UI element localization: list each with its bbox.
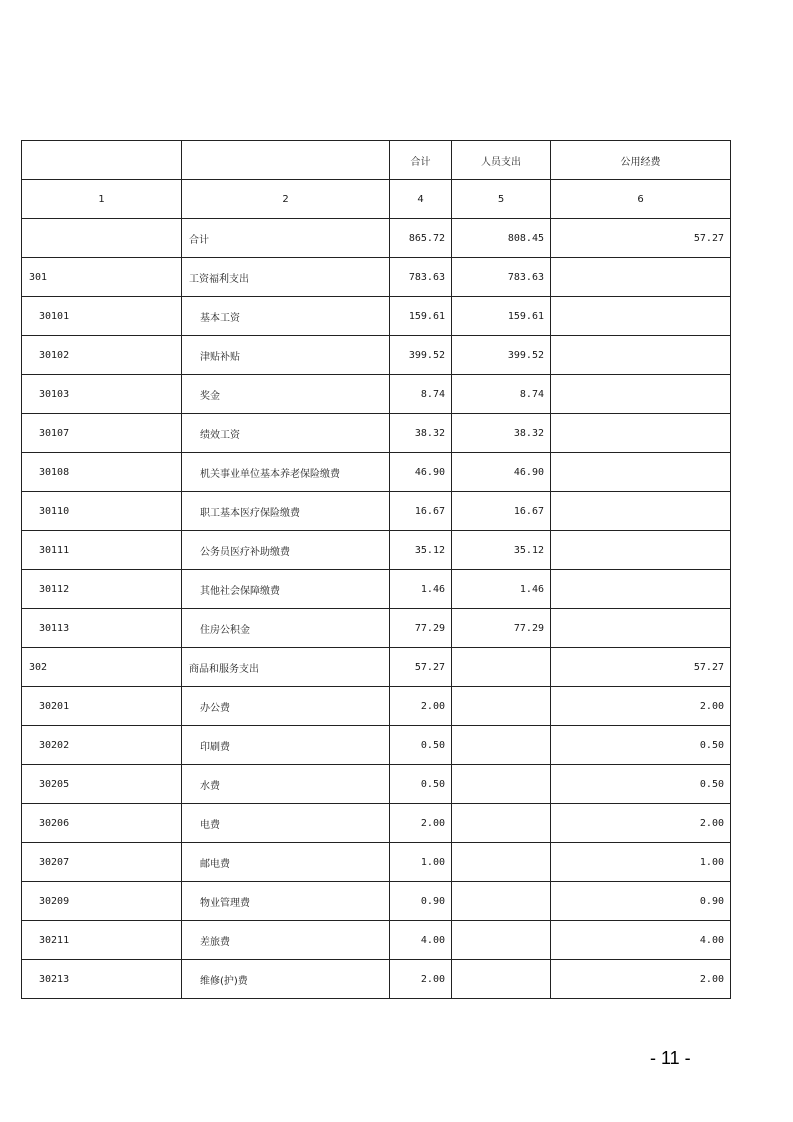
row-total: 46.90	[390, 453, 452, 492]
index-row	[22, 180, 731, 219]
row-total: 77.29	[390, 609, 452, 648]
header-col1	[22, 141, 182, 180]
row-personnel	[452, 804, 551, 843]
row-code: 30101	[22, 297, 182, 336]
row-personnel: 399.52	[452, 336, 551, 375]
row-total: 1.00	[390, 843, 452, 882]
row-public	[551, 492, 731, 531]
table-row	[22, 297, 731, 336]
page-number: - 11 -	[650, 1048, 691, 1068]
row-code: 30213	[22, 960, 182, 999]
row-code: 30110	[22, 492, 182, 531]
row-public	[551, 609, 731, 648]
budget-table	[21, 140, 731, 999]
row-code: 30207	[22, 843, 182, 882]
table-row	[22, 414, 731, 453]
row-name: 基本工资	[182, 297, 390, 336]
row-code: 30103	[22, 375, 182, 414]
row-total: 0.90	[390, 882, 452, 921]
row-name: 绩效工资	[182, 414, 390, 453]
table-row	[22, 492, 731, 531]
table-row	[22, 726, 731, 765]
row-total: 0.50	[390, 765, 452, 804]
row-total: 2.00	[390, 687, 452, 726]
row-total: 16.67	[390, 492, 452, 531]
row-total: 35.12	[390, 531, 452, 570]
header-total: 合计	[390, 141, 452, 180]
row-public: 2.00	[551, 804, 731, 843]
row-personnel: 77.29	[452, 609, 551, 648]
row-public: 2.00	[551, 687, 731, 726]
table-row	[22, 570, 731, 609]
row-name: 维修(护)费	[182, 960, 390, 999]
table-row	[22, 453, 731, 492]
row-public: 1.00	[551, 843, 731, 882]
row-code: 30112	[22, 570, 182, 609]
row-code: 30202	[22, 726, 182, 765]
row-public	[551, 258, 731, 297]
row-personnel	[452, 921, 551, 960]
row-public	[551, 570, 731, 609]
row-code: 30201	[22, 687, 182, 726]
index-col1: 1	[22, 180, 182, 219]
row-personnel	[452, 843, 551, 882]
row-personnel	[452, 882, 551, 921]
total-name: 合计	[182, 219, 390, 258]
row-name: 津贴补贴	[182, 336, 390, 375]
row-total: 38.32	[390, 414, 452, 453]
row-personnel	[452, 960, 551, 999]
row-name: 奖金	[182, 375, 390, 414]
row-code: 30107	[22, 414, 182, 453]
row-name: 办公费	[182, 687, 390, 726]
table-row	[22, 687, 731, 726]
row-personnel: 8.74	[452, 375, 551, 414]
row-code: 30206	[22, 804, 182, 843]
row-public	[551, 531, 731, 570]
row-name: 印刷费	[182, 726, 390, 765]
row-public: 0.50	[551, 726, 731, 765]
table-row	[22, 648, 731, 687]
row-name: 邮电费	[182, 843, 390, 882]
table-row	[22, 804, 731, 843]
row-code: 30113	[22, 609, 182, 648]
row-public: 57.27	[551, 648, 731, 687]
row-name: 其他社会保障缴费	[182, 570, 390, 609]
row-total: 8.74	[390, 375, 452, 414]
row-code: 30102	[22, 336, 182, 375]
header-col2	[182, 141, 390, 180]
row-public	[551, 336, 731, 375]
table-row	[22, 843, 731, 882]
row-public	[551, 414, 731, 453]
table-row	[22, 336, 731, 375]
row-personnel	[452, 726, 551, 765]
row-code: 302	[22, 648, 182, 687]
row-name: 工资福利支出	[182, 258, 390, 297]
table-row	[22, 531, 731, 570]
row-total: 2.00	[390, 804, 452, 843]
index-col5: 6	[551, 180, 731, 219]
row-name: 职工基本医疗保险缴费	[182, 492, 390, 531]
total-public: 57.27	[551, 219, 731, 258]
table-row	[22, 765, 731, 804]
total-row	[22, 219, 731, 258]
row-public	[551, 375, 731, 414]
row-code: 30111	[22, 531, 182, 570]
row-total: 57.27	[390, 648, 452, 687]
row-public: 4.00	[551, 921, 731, 960]
row-personnel: 159.61	[452, 297, 551, 336]
row-total: 159.61	[390, 297, 452, 336]
row-name: 机关事业单位基本养老保险缴费	[182, 453, 390, 492]
index-col3: 4	[390, 180, 452, 219]
row-personnel: 16.67	[452, 492, 551, 531]
row-public: 0.90	[551, 882, 731, 921]
table-row	[22, 882, 731, 921]
index-col4: 5	[452, 180, 551, 219]
index-col2: 2	[182, 180, 390, 219]
row-personnel: 783.63	[452, 258, 551, 297]
total-amount: 865.72	[390, 219, 452, 258]
row-total: 4.00	[390, 921, 452, 960]
table-row	[22, 960, 731, 999]
total-code	[22, 219, 182, 258]
row-code: 30205	[22, 765, 182, 804]
table-row	[22, 258, 731, 297]
row-name: 住房公积金	[182, 609, 390, 648]
row-total: 1.46	[390, 570, 452, 609]
row-personnel: 46.90	[452, 453, 551, 492]
table-row	[22, 921, 731, 960]
row-code: 301	[22, 258, 182, 297]
header-public: 公用经费	[551, 141, 731, 180]
row-name: 差旅费	[182, 921, 390, 960]
row-personnel: 1.46	[452, 570, 551, 609]
row-public	[551, 297, 731, 336]
row-total: 399.52	[390, 336, 452, 375]
table-row	[22, 609, 731, 648]
row-name: 物业管理费	[182, 882, 390, 921]
row-personnel: 35.12	[452, 531, 551, 570]
row-name: 公务员医疗补助缴费	[182, 531, 390, 570]
row-personnel	[452, 648, 551, 687]
row-name: 商品和服务支出	[182, 648, 390, 687]
total-personnel: 808.45	[452, 219, 551, 258]
row-public: 0.50	[551, 765, 731, 804]
row-public: 2.00	[551, 960, 731, 999]
row-code: 30209	[22, 882, 182, 921]
row-total: 0.50	[390, 726, 452, 765]
row-total: 783.63	[390, 258, 452, 297]
row-public	[551, 453, 731, 492]
row-personnel	[452, 765, 551, 804]
header-personnel: 人员支出	[452, 141, 551, 180]
row-name: 电费	[182, 804, 390, 843]
row-code: 30211	[22, 921, 182, 960]
row-name: 水费	[182, 765, 390, 804]
budget-table-body	[22, 141, 731, 999]
header-row	[22, 141, 731, 180]
row-total: 2.00	[390, 960, 452, 999]
table-row	[22, 375, 731, 414]
row-personnel	[452, 687, 551, 726]
row-code: 30108	[22, 453, 182, 492]
row-personnel: 38.32	[452, 414, 551, 453]
